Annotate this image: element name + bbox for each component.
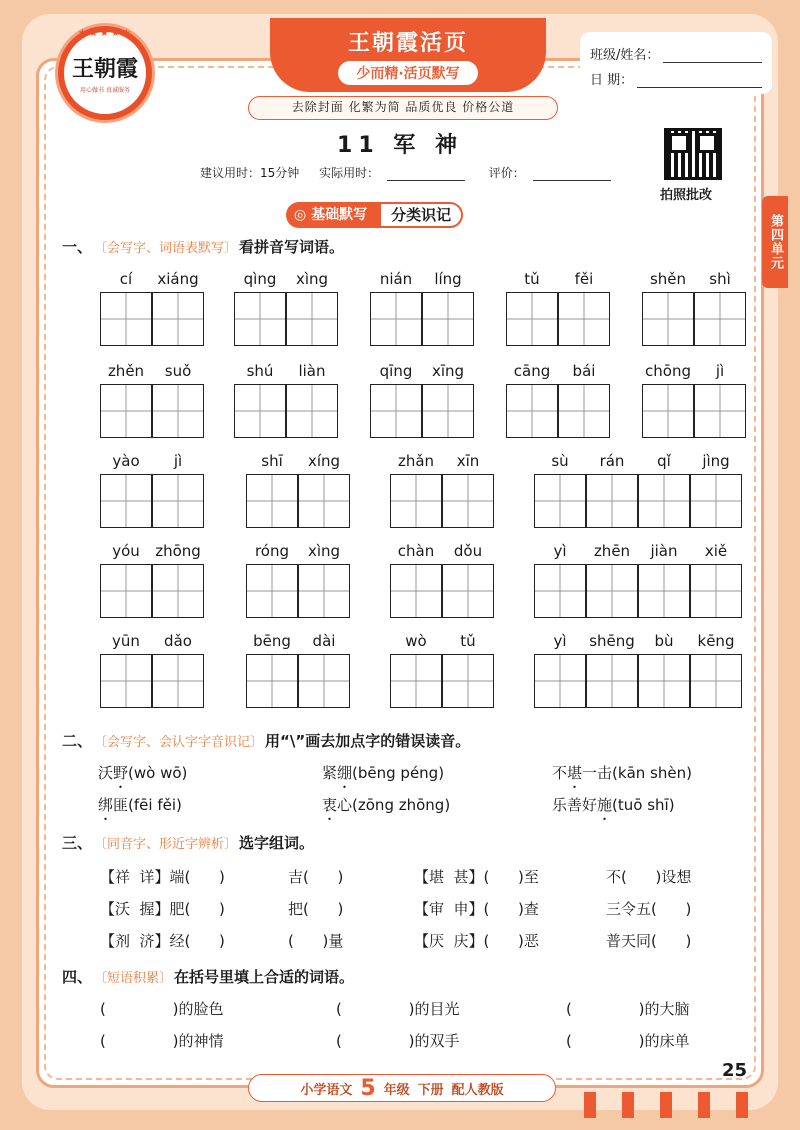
phrase-item[interactable]: ( )的大脑	[566, 1000, 690, 1018]
footer-edition: 配人教版	[451, 1082, 504, 1098]
writing-box[interactable]	[534, 474, 586, 528]
evaluation-field[interactable]	[533, 169, 611, 181]
writing-box[interactable]	[100, 564, 152, 618]
pinyin-syllable: qìng	[243, 270, 277, 288]
pinyin-syllable: shěn	[649, 270, 687, 288]
pinyin-syllable: dǎo	[164, 632, 192, 650]
reading-item[interactable]: 紧绷(bēng péng)	[322, 764, 445, 782]
question-text: 用“\”画去加点字的错误读音。	[265, 732, 471, 750]
logo-subtext: 用心做书 真诚服务	[80, 87, 130, 94]
writing-box[interactable]	[694, 292, 746, 346]
phrase-item[interactable]: ( )的脸色	[100, 1000, 224, 1018]
page-title: 11 军 神	[337, 133, 463, 158]
pinyin-syllable: shī	[261, 452, 283, 470]
question-number: 一、	[62, 238, 93, 256]
word-choice-item[interactable]: 【审 申】( )查	[414, 900, 539, 918]
writing-box[interactable]	[298, 654, 350, 708]
writing-box[interactable]	[286, 384, 338, 438]
writing-box[interactable]	[638, 564, 690, 618]
pinyin-syllable: xíng	[307, 452, 341, 470]
logo-text: 王朝霞	[71, 56, 138, 82]
pinyin-syllable: xīn	[456, 452, 480, 470]
pinyin-syllable: róng	[254, 542, 290, 560]
pinyin-syllable: líng	[434, 270, 462, 288]
qr-code-icon[interactable]	[664, 128, 722, 180]
binding-strip	[584, 1092, 596, 1118]
pinyin-syllable: qīng	[379, 362, 413, 380]
question-number: 四、	[62, 968, 93, 986]
pinyin-syllable: chàn	[397, 542, 435, 560]
pinyin-syllable: xìng	[295, 270, 329, 288]
pinyin-syllable: tǔ	[460, 632, 476, 650]
writing-box[interactable]	[370, 292, 422, 346]
suggested-time: 建议用时：15分钟	[200, 166, 300, 180]
writing-box[interactable]	[286, 292, 338, 346]
pinyin-syllable: wò	[405, 632, 427, 650]
writing-box[interactable]	[690, 564, 742, 618]
header-banner	[270, 18, 546, 92]
pinyin-syllable: zhǎn	[397, 452, 435, 470]
word-choice-item[interactable]: ( )量	[288, 932, 344, 950]
writing-box[interactable]	[152, 564, 204, 618]
pinyin-syllable: qǐ	[657, 452, 671, 470]
pinyin-syllable: shú	[246, 362, 274, 380]
question-number: 二、	[62, 732, 93, 750]
writing-box[interactable]	[638, 474, 690, 528]
word-choice-item[interactable]: 【厌 庆】( )恶	[414, 932, 539, 950]
pinyin-syllable: cí	[119, 270, 133, 288]
dotted-character: 堪	[567, 764, 583, 782]
section-main: ◎ 基础默写	[286, 202, 379, 228]
pinyin-syllable: jiàn	[650, 542, 678, 560]
pinyin-syllable: jìng	[702, 452, 730, 470]
writing-box[interactable]	[558, 292, 610, 346]
dotted-character: 绷	[337, 764, 353, 782]
pinyin-syllable: yūn	[112, 632, 140, 650]
question-text: 在括号里填上合适的词语。	[174, 968, 355, 986]
pinyin-syllable: shēng	[589, 632, 635, 650]
writing-box[interactable]	[152, 654, 204, 708]
reading-options[interactable]: (wò wō)	[128, 764, 188, 782]
writing-box[interactable]	[558, 384, 610, 438]
binding-strip	[660, 1092, 672, 1118]
writing-box[interactable]	[100, 654, 152, 708]
reading-item[interactable]: 衷心(zōng zhōng)	[322, 796, 451, 814]
section-sub: 分类识记	[379, 202, 463, 228]
writing-box[interactable]	[100, 292, 152, 346]
writing-box[interactable]	[390, 474, 442, 528]
class-name-field[interactable]	[663, 49, 762, 63]
word-choice-item[interactable]: 把( )	[288, 900, 344, 918]
writing-box[interactable]	[422, 292, 474, 346]
phrase-item[interactable]: ( )的双手	[336, 1032, 460, 1050]
binding-strip	[736, 1092, 748, 1118]
pinyin-syllable: kēng	[697, 632, 735, 650]
writing-box[interactable]	[642, 384, 694, 438]
pinyin-syllable: nián	[379, 270, 413, 288]
pinyin-syllable: xìng	[307, 542, 341, 560]
dotted-character: 绑	[98, 796, 114, 814]
reading-item[interactable]: 不堪一击(kān shèn)	[552, 764, 692, 782]
pinyin-syllable: xiě	[704, 542, 728, 560]
pinyin-syllable: liàn	[298, 362, 326, 380]
pinyin-syllable: xīng	[431, 362, 465, 380]
writing-box[interactable]	[100, 384, 152, 438]
writing-box[interactable]	[100, 474, 152, 528]
date-field[interactable]	[637, 74, 762, 88]
writing-box[interactable]	[534, 654, 586, 708]
reading-options[interactable]: (kān shèn)	[612, 764, 692, 782]
question-tag: 〔会写字、会认字字音识记〕	[94, 735, 264, 750]
banner-title: 王朝霞活页	[347, 29, 468, 56]
pinyin-syllable: chōng	[645, 362, 691, 380]
unit-side-tab: 第四单元	[762, 196, 788, 288]
pinyin-syllable: shì	[709, 270, 731, 288]
question-text: 看拼音写词语。	[239, 238, 345, 256]
reading-options[interactable]: (zōng zhōng)	[352, 796, 451, 814]
question-4-heading	[62, 966, 354, 987]
word-choice-item[interactable]: 普天同( )	[606, 932, 692, 950]
footer-term: 下册	[417, 1082, 444, 1098]
pinyin-syllable: yì	[553, 542, 567, 560]
footer-grade: 年级	[383, 1082, 410, 1098]
section-badge	[286, 202, 463, 228]
question-tag: 〔会写字、词语表默写〕	[94, 241, 238, 256]
pinyin-syllable: sù	[551, 452, 569, 470]
writing-box[interactable]	[694, 384, 746, 438]
pinyin-syllable: dǒu	[453, 542, 483, 560]
pinyin-syllable: suǒ	[164, 362, 192, 380]
binding-strip	[698, 1092, 710, 1118]
writing-box[interactable]	[690, 654, 742, 708]
reading-item[interactable]: 乐善好施(tuō shī)	[552, 796, 675, 814]
writing-box[interactable]	[298, 564, 350, 618]
writing-box[interactable]	[234, 384, 286, 438]
question-tag: 〔同音字、形近字辨析〕	[94, 837, 238, 852]
pinyin-syllable: tǔ	[524, 270, 540, 288]
word-choice-item[interactable]: 【剂 济】经( )	[100, 932, 225, 950]
phrase-item[interactable]: ( )的目光	[336, 1000, 460, 1018]
word-choice-item[interactable]: 【堪 甚】( )至	[414, 868, 539, 886]
footer-subject: 小学语文	[300, 1082, 353, 1098]
question-3-heading	[62, 832, 314, 853]
section-main-label: 基础默写	[311, 207, 368, 223]
dotted-character: 衷	[322, 796, 338, 814]
word-choice-item[interactable]: 【祥 详】端( )	[100, 868, 225, 886]
footer-grade-number: 5	[360, 1075, 376, 1101]
question-text: 选字组词。	[239, 834, 315, 852]
question-number: 三、	[62, 834, 93, 852]
pinyin-syllable: yóu	[112, 542, 140, 560]
slogan: 去除封面 化繁为简 品质优良 价格公道	[248, 96, 558, 120]
writing-box[interactable]	[152, 292, 204, 346]
writing-box[interactable]	[234, 292, 286, 346]
qr-label: 拍照批改	[660, 188, 713, 203]
pinyin-syllable: bù	[654, 632, 674, 650]
writing-box[interactable]	[442, 654, 494, 708]
word-choice-item[interactable]: 不( )设想	[606, 868, 692, 886]
pinyin-syllable: yào	[112, 452, 140, 470]
evaluation-label: 评价：	[488, 166, 525, 180]
actual-time-field[interactable]	[387, 169, 465, 181]
dotted-character: 野	[113, 764, 129, 782]
phrase-item[interactable]: ( )的床单	[566, 1032, 690, 1050]
writing-box[interactable]	[586, 654, 638, 708]
pinyin-syllable: dài	[312, 632, 336, 650]
question-tag: 〔短语积累〕	[94, 971, 173, 986]
pinyin-syllable: rán	[599, 452, 625, 470]
binding-strip	[622, 1092, 634, 1118]
page-number: 25	[722, 1060, 748, 1081]
writing-box[interactable]	[690, 474, 742, 528]
pinyin-syllable: fěi	[574, 270, 594, 288]
phrase-item[interactable]: ( )的神情	[100, 1032, 224, 1050]
word-choice-item[interactable]: 吉( )	[288, 868, 344, 886]
pinyin-syllable: jì	[173, 452, 183, 470]
writing-box[interactable]	[370, 384, 422, 438]
question-1-heading	[62, 236, 344, 257]
writing-box[interactable]	[152, 384, 204, 438]
brand-logo	[58, 26, 152, 120]
class-name-label: 班级/姓名：	[590, 48, 660, 63]
writing-box[interactable]	[390, 564, 442, 618]
time-meta	[200, 164, 611, 181]
writing-box[interactable]	[586, 474, 638, 528]
pinyin-syllable: cāng	[513, 362, 551, 380]
pinyin-syllable: zhēn	[593, 542, 631, 560]
student-info-box	[580, 32, 772, 94]
reading-item[interactable]: 绑匪(fēi fěi)	[98, 796, 182, 814]
banner-subtitle: 少而精·活页默写	[338, 61, 477, 85]
writing-box[interactable]	[442, 474, 494, 528]
reading-item[interactable]: 沃野(wò wō)	[98, 764, 188, 782]
dotted-character: 施	[597, 796, 613, 814]
pinyin-syllable: xiáng	[157, 270, 199, 288]
writing-box[interactable]	[586, 564, 638, 618]
writing-box[interactable]	[246, 564, 298, 618]
writing-box[interactable]	[298, 474, 350, 528]
writing-box[interactable]	[638, 654, 690, 708]
writing-box[interactable]	[642, 292, 694, 346]
pinyin-syllable: zhěn	[107, 362, 145, 380]
writing-box[interactable]	[246, 474, 298, 528]
pinyin-syllable: yì	[553, 632, 567, 650]
date-label: 日 期：	[590, 73, 634, 88]
footer-badge	[248, 1074, 556, 1102]
writing-box[interactable]	[442, 564, 494, 618]
pinyin-syllable: bēng	[253, 632, 291, 650]
word-choice-item[interactable]: 【沃 握】肥( )	[100, 900, 225, 918]
reading-options[interactable]: (bēng péng)	[352, 764, 445, 782]
star-icon: ★★★★★	[78, 28, 133, 39]
pinyin-syllable: bái	[572, 362, 596, 380]
writing-box[interactable]	[152, 474, 204, 528]
reading-options[interactable]: (tuō shī)	[612, 796, 675, 814]
actual-time-label: 实际用时：	[319, 166, 380, 180]
word-choice-item[interactable]: 三令五( )	[606, 900, 692, 918]
pinyin-syllable: zhōng	[155, 542, 201, 560]
question-2-heading	[62, 730, 470, 751]
writing-box[interactable]	[534, 564, 586, 618]
writing-box[interactable]	[506, 384, 558, 438]
writing-box[interactable]	[506, 292, 558, 346]
writing-box[interactable]	[390, 654, 442, 708]
pinyin-syllable: jì	[715, 362, 725, 380]
writing-box[interactable]	[422, 384, 474, 438]
reading-options[interactable]: (fēi fěi)	[128, 796, 182, 814]
writing-box[interactable]	[246, 654, 298, 708]
